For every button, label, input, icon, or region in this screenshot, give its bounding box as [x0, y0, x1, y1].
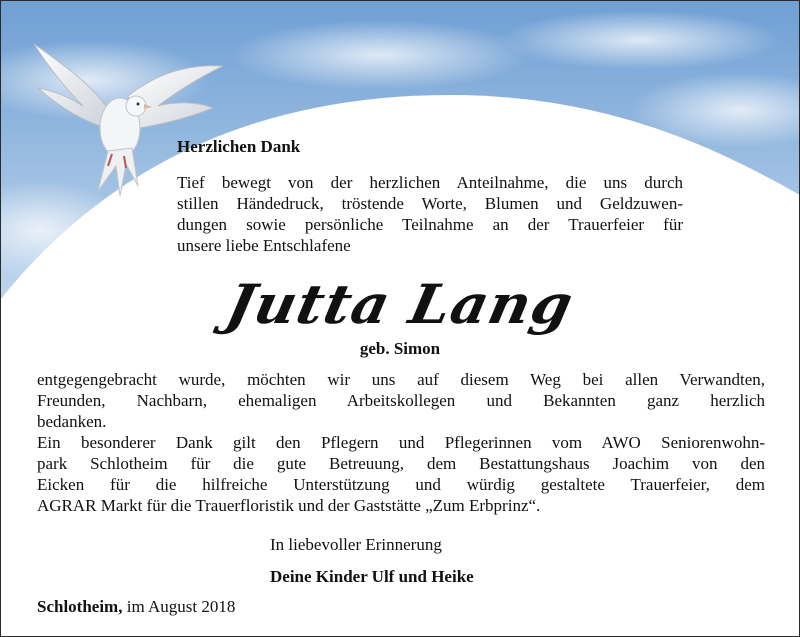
signature: Deine Kinder Ulf und Heike: [270, 567, 474, 586]
date: im August 2018: [126, 597, 236, 616]
intro-line: unsere liebe Entschlafene: [177, 236, 351, 255]
intro-line: Tief bewegt von der herzlichen Anteilnahme, die uns durch: [177, 173, 683, 192]
body-line: bedanken.: [37, 412, 107, 431]
heading: Herzlichen Dank: [177, 137, 301, 156]
body-line: entgegengebracht wurde, möchten wir uns auf diesem Weg bei allen Verwandten,: [37, 370, 765, 389]
body-line: park Schlotheim für die gute Betreuung, dem Bestattungshaus Joachim von den: [37, 454, 765, 473]
body-line: Eicken für die hilfreiche Unterstützung und würdig gestaltete Trauerfeier, dem: [37, 475, 765, 494]
place-date: [37, 597, 235, 617]
birth-name: geb. Simon: [359, 339, 441, 358]
place: Schlotheim,: [37, 597, 123, 616]
body-line: AGRAR Markt für die Trauerfloristik und der Gaststätte „Zum Erbprinz“.: [37, 496, 541, 515]
intro-line: dungen sowie persönliche Teilnahme an der Trauerfeier für: [177, 215, 683, 234]
intro-paragraph: [177, 172, 683, 256]
intro-line: stillen Händedruck, tröstende Worte, Blumen und Geldzuwen-: [177, 194, 683, 213]
body-line: Freunden, Nachbarn, ehemaligen Arbeitskollegen und Bekannten ganz herzlich: [37, 391, 765, 410]
body-line: Ein besonderer Dank gilt den Pflegern und Pflegerinnen vom AWO Seniorenwohn-: [37, 433, 765, 452]
closing-phrase: In liebevoller Erinnerung: [270, 535, 442, 554]
deceased-name: Jutta Lang: [220, 272, 580, 336]
thanks-paragraph: [37, 369, 765, 516]
